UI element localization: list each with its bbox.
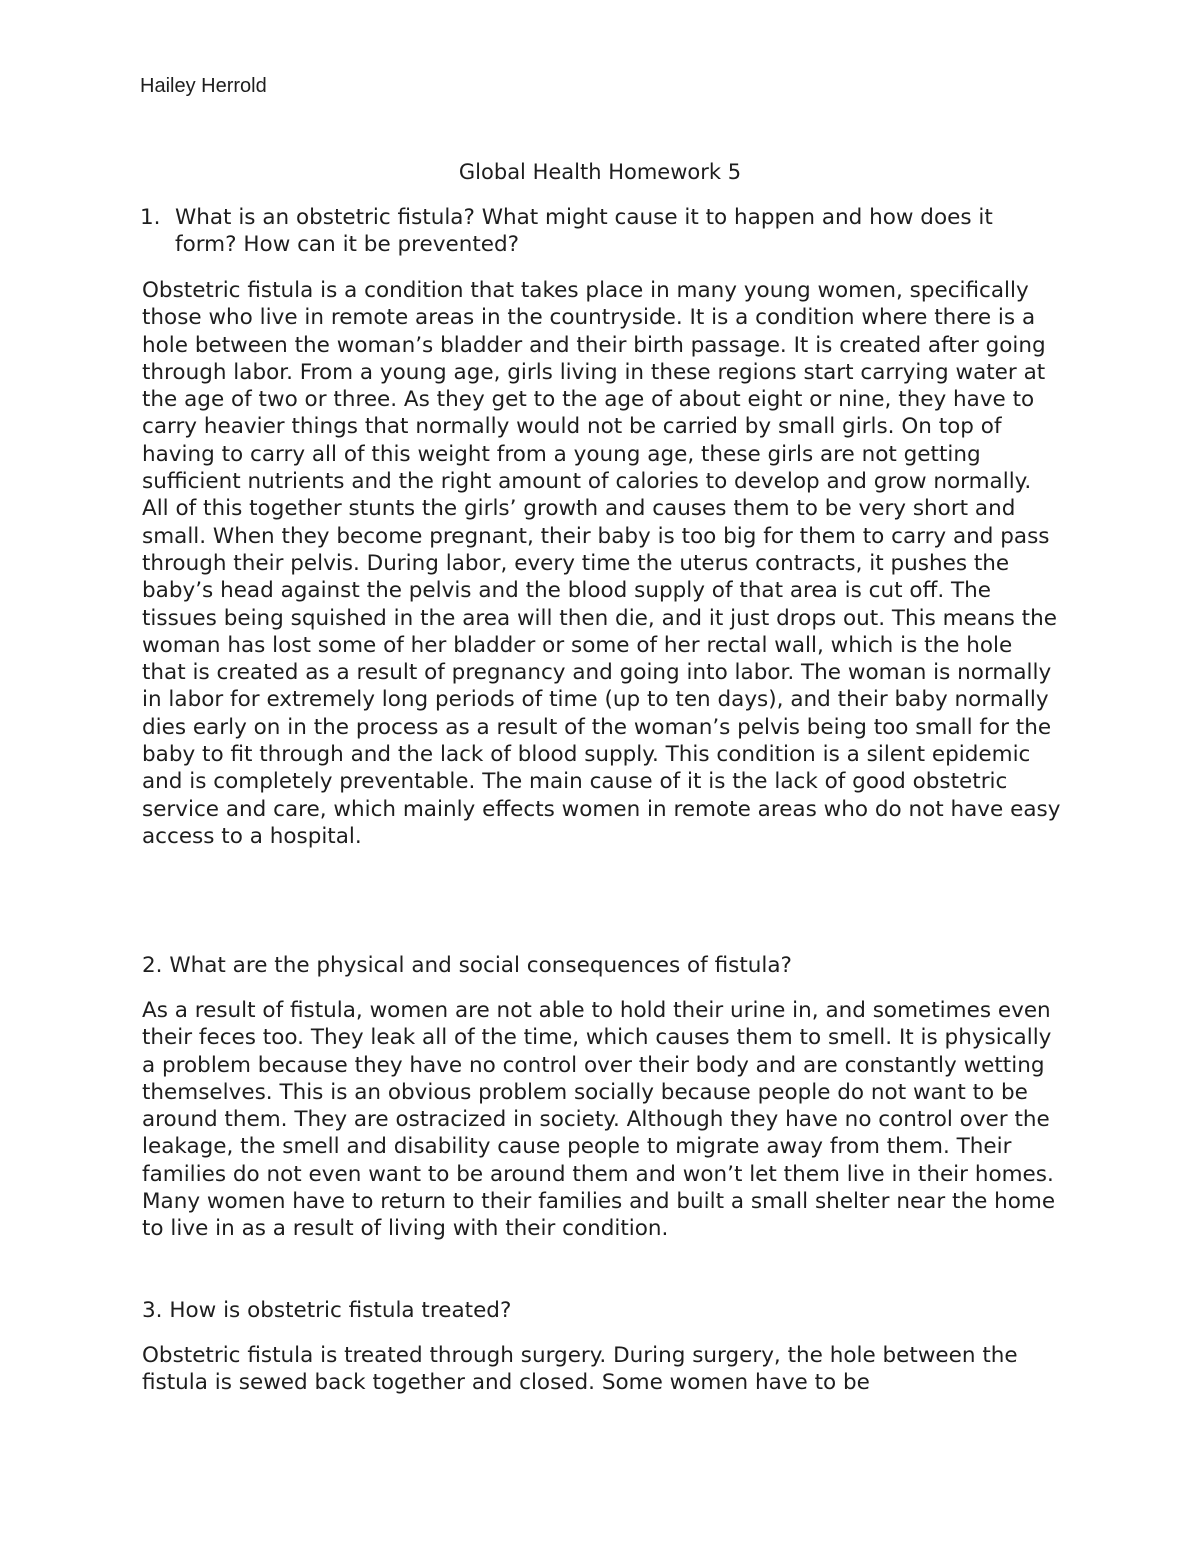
document-title: Global Health Homework 5 <box>458 160 742 184</box>
question-2: 2. What are the physical and social consequences of fistula? <box>142 953 792 978</box>
question-1-text: What is an obstetric fistula? What might cause it to happen and how does it form? How can it be prevented? <box>175 205 993 258</box>
question-1 <box>140 204 1060 259</box>
answer-2: As a result of fistula, women are not able to hold their urine in, and sometimes even their feces too. They leak all of the time, which causes them to smell. It is physically a problem because they have no control over their body and are constantly wetting themselves. This is an obvious problem socially because people do not want to be around them. They are ostracized in society. Although they have no control over the leakage, the smell and disability cause people to migrate away from them. Their families do not even want to be around them and won’t let them live in their homes. Many women have to return to their families and built a small shelter near the home to live in as a result of living with their condition. <box>142 998 1056 1242</box>
author-name: Hailey Herrold <box>140 75 267 97</box>
answer-1: Obstetric fistula is a condition that takes place in many young women, specifically those who live in remote areas in the countryside. It is a condition where there is a hole between the woman’s bladder and their birth passage. It is created after going through labor. From a young age, girls living in these regions start carrying water at the age of two or three. As they get to the age of about eight or nine, they have to carry heavier things that normally would not be carried by small girls. On top of having to carry all of this weight from a young age, these girls are not getting sufficient nutrients and the right amount of calories to develop and grow normally. All of this together stunts the girls’ growth and causes them to be very short and small. When they become pregnant, their baby is too big for them to carry and pass through their pelvis. During labor, every time the uterus contracts, it pushes the baby’s head against the pelvis and the blood supply of that area is cut off. The tissues being squished in the area will then die, and it just drops out. This means the woman has lost some of her bladder or some of her rectal wall, which is the hole that is created as a result of pregnancy and going into labor. The woman is normally in labor for extremely long periods of time (up to ten days), and their baby normally dies early on in the process as a result of the woman’s pelvis being too small for the baby to fit through and the lack of blood supply. This condition is a silent epidemic and is completely preventable. The main cause of it is the lack of good obstetric service and care, which mainly effects women in remote areas who do not have easy access to a hospital. <box>142 278 1061 849</box>
question-3: 3. How is obstetric fistula treated? <box>142 1298 512 1323</box>
answer-3: Obstetric fistula is treated through surgery. During surgery, the hole between the fistula is sewed back together and closed. Some women have to be <box>142 1343 1018 1396</box>
question-1-number: 1. <box>140 205 161 230</box>
